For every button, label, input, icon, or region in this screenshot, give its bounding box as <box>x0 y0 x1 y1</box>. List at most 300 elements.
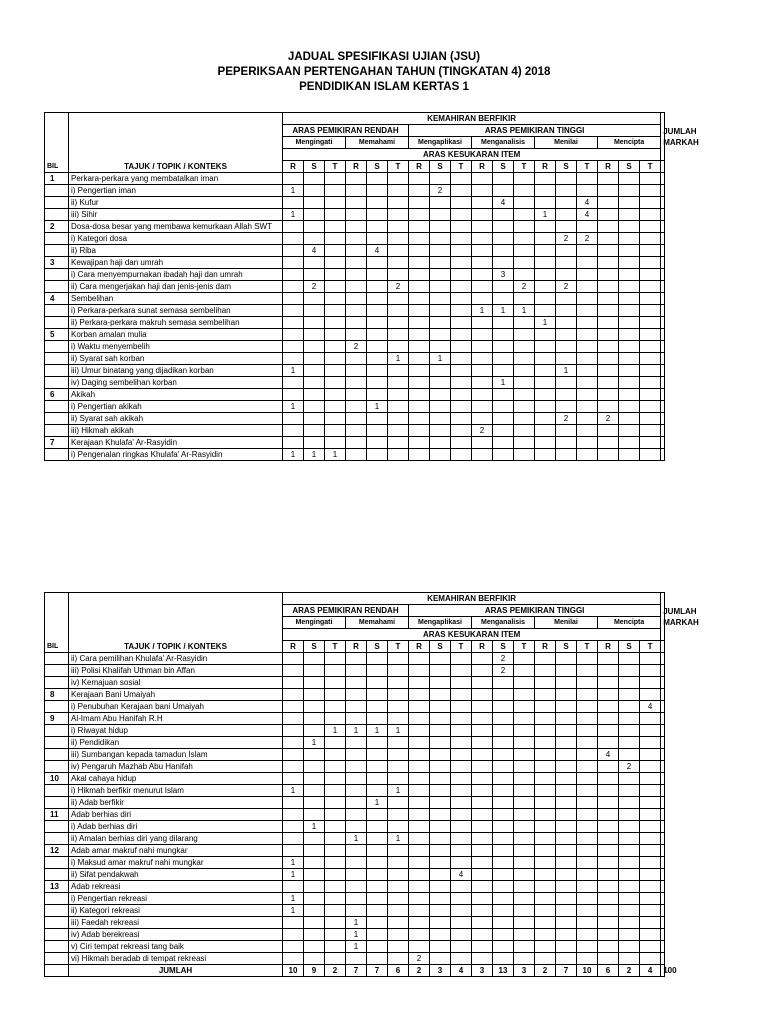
table-row <box>45 437 665 449</box>
mark-cell <box>472 377 493 389</box>
mark-cell <box>388 749 409 761</box>
mark-cell <box>556 761 577 773</box>
mark-cell <box>367 833 388 845</box>
bil-cell <box>45 953 69 965</box>
total-value: 3 <box>430 965 451 977</box>
rst-header: R <box>535 161 556 173</box>
mark-cell <box>388 677 409 689</box>
mark-cell <box>598 737 619 749</box>
mark-cell <box>409 293 430 305</box>
mark-cell <box>598 269 619 281</box>
mark-cell <box>619 341 640 353</box>
mark-cell <box>325 677 346 689</box>
mark-cell <box>367 365 388 377</box>
mark-cell <box>430 869 451 881</box>
mark-cell <box>451 953 472 965</box>
mark-cell <box>598 353 619 365</box>
mark-cell <box>409 281 430 293</box>
mark-cell <box>472 665 493 677</box>
mark-cell <box>514 689 535 701</box>
mark-cell <box>325 701 346 713</box>
mark-cell <box>514 353 535 365</box>
mark-cell <box>325 905 346 917</box>
mark-cell <box>430 833 451 845</box>
mark-cell <box>451 401 472 413</box>
mark-cell <box>514 365 535 377</box>
mark-cell <box>493 449 514 461</box>
mark-cell <box>535 881 556 893</box>
mark-cell <box>346 197 367 209</box>
mark-cell <box>619 917 640 929</box>
jumlah-cell <box>661 293 665 305</box>
mark-cell <box>577 665 598 677</box>
mark-cell <box>409 917 430 929</box>
rst-header: S <box>493 641 514 653</box>
mark-cell <box>514 737 535 749</box>
mark-cell <box>577 329 598 341</box>
mark-cell <box>346 953 367 965</box>
total-value: 2 <box>409 965 430 977</box>
mark-cell <box>535 401 556 413</box>
jumlah-cell <box>661 377 665 389</box>
mark-cell <box>304 701 325 713</box>
mark-cell <box>619 833 640 845</box>
mark-cell <box>514 713 535 725</box>
mark-cell <box>409 737 430 749</box>
topic-cell: ii) Adab berfikir <box>69 797 283 809</box>
skill-header: Memahami <box>346 137 409 149</box>
mark-cell <box>388 869 409 881</box>
mark-cell <box>472 845 493 857</box>
mark-cell <box>367 773 388 785</box>
mark-cell <box>283 233 304 245</box>
tajuk-header-label: TAJUK / TOPIK / KONTEKS <box>124 162 227 171</box>
mark-cell <box>493 845 514 857</box>
jumlah-cell <box>661 725 665 737</box>
mark-cell <box>367 713 388 725</box>
mark-cell <box>535 941 556 953</box>
jumlah-cell <box>661 413 665 425</box>
mark-cell <box>388 425 409 437</box>
mark-cell <box>514 941 535 953</box>
mark-cell <box>598 905 619 917</box>
total-value: 13 <box>493 965 514 977</box>
mark-cell <box>598 173 619 185</box>
mark-cell <box>304 881 325 893</box>
mark-cell: 2 <box>304 281 325 293</box>
mark-cell <box>535 221 556 233</box>
jumlah-cell <box>661 677 665 689</box>
mark-cell <box>535 917 556 929</box>
mark-cell <box>451 929 472 941</box>
mark-cell <box>325 761 346 773</box>
mark-cell <box>472 737 493 749</box>
mark-cell <box>619 785 640 797</box>
mark-cell <box>451 425 472 437</box>
topic-cell: Kerajaan Bani Umaiyah <box>69 689 283 701</box>
rst-header: R <box>283 161 304 173</box>
mark-cell <box>514 893 535 905</box>
mark-cell <box>556 329 577 341</box>
mark-cell <box>640 833 661 845</box>
mark-cell <box>283 797 304 809</box>
mark-cell <box>430 173 451 185</box>
mark-cell <box>514 269 535 281</box>
mark-cell <box>409 173 430 185</box>
mark-cell <box>304 353 325 365</box>
table-row <box>45 677 665 689</box>
mark-cell <box>619 869 640 881</box>
mark-cell <box>304 221 325 233</box>
mark-cell: 1 <box>367 797 388 809</box>
mark-cell <box>640 185 661 197</box>
mark-cell <box>640 437 661 449</box>
mark-cell <box>430 737 451 749</box>
table-row <box>45 749 665 761</box>
mark-cell <box>346 689 367 701</box>
jsu-table-part-1 <box>44 112 699 461</box>
mark-cell: 1 <box>283 365 304 377</box>
mark-cell <box>325 185 346 197</box>
mark-cell <box>430 329 451 341</box>
rst-header: T <box>325 641 346 653</box>
mark-cell <box>283 953 304 965</box>
title-line-1: JADUAL SPESIFIKASI UJIAN (JSU) <box>287 51 481 63</box>
mark-cell <box>451 341 472 353</box>
mark-cell <box>325 365 346 377</box>
mark-cell <box>388 845 409 857</box>
mark-cell <box>514 761 535 773</box>
mark-cell: 1 <box>325 449 346 461</box>
kemahiran-header: KEMAHIRAN BERFIKIR <box>283 113 661 125</box>
mark-cell <box>493 425 514 437</box>
mark-cell <box>283 881 304 893</box>
mark-cell <box>451 353 472 365</box>
table-row <box>45 881 665 893</box>
jumlah-cell <box>661 869 665 881</box>
mark-cell: 1 <box>388 353 409 365</box>
table-row <box>45 377 665 389</box>
mark-cell <box>472 821 493 833</box>
mark-cell <box>409 185 430 197</box>
bil-cell: 13 <box>45 881 69 893</box>
mark-cell <box>535 761 556 773</box>
mark-cell <box>325 797 346 809</box>
mark-cell: 1 <box>283 905 304 917</box>
mark-cell <box>346 869 367 881</box>
mark-cell: 2 <box>556 281 577 293</box>
mark-cell <box>577 413 598 425</box>
mark-cell <box>283 197 304 209</box>
mark-cell <box>640 929 661 941</box>
mark-cell <box>619 185 640 197</box>
mark-cell <box>283 305 304 317</box>
rst-header: T <box>388 161 409 173</box>
bil-cell <box>45 737 69 749</box>
bil-cell <box>45 893 69 905</box>
mark-cell <box>640 377 661 389</box>
mark-cell <box>304 329 325 341</box>
topic-cell: Akal cahaya hidup <box>69 773 283 785</box>
bil-cell <box>45 905 69 917</box>
mark-cell <box>472 905 493 917</box>
mark-cell <box>304 905 325 917</box>
mark-cell <box>451 653 472 665</box>
mark-cell <box>430 857 451 869</box>
mark-cell <box>325 809 346 821</box>
bil-cell <box>45 941 69 953</box>
mark-cell <box>451 809 472 821</box>
mark-cell <box>346 893 367 905</box>
table-row <box>45 893 665 905</box>
mark-cell <box>514 293 535 305</box>
mark-cell <box>556 173 577 185</box>
bil-cell <box>45 185 69 197</box>
header-row-1 <box>45 113 665 125</box>
mark-cell <box>409 257 430 269</box>
topic-cell: ii) Perkara-perkara makruh semasa sembelihan <box>69 317 283 329</box>
mark-cell <box>388 257 409 269</box>
mark-cell <box>388 665 409 677</box>
mark-cell <box>451 941 472 953</box>
mark-cell <box>409 785 430 797</box>
mark-cell <box>325 269 346 281</box>
mark-cell <box>577 833 598 845</box>
mark-cell <box>325 221 346 233</box>
mark-cell <box>451 749 472 761</box>
mark-cell <box>535 293 556 305</box>
mark-cell <box>598 845 619 857</box>
mark-cell <box>304 797 325 809</box>
mark-cell <box>304 941 325 953</box>
mark-cell <box>472 269 493 281</box>
mark-cell <box>430 437 451 449</box>
mark-cell <box>388 389 409 401</box>
mark-cell <box>346 809 367 821</box>
mark-cell <box>325 653 346 665</box>
mark-cell <box>640 797 661 809</box>
bil-header <box>45 113 69 173</box>
mark-cell <box>346 245 367 257</box>
table-row <box>45 845 665 857</box>
mark-cell <box>388 917 409 929</box>
bil-cell <box>45 761 69 773</box>
mark-cell: 4 <box>640 701 661 713</box>
mark-cell <box>283 389 304 401</box>
jumlah-markah-header: JUMLAH MARKAH <box>661 593 665 641</box>
topic-cell: iii) Sumbangan kepada tamadun Islam <box>69 749 283 761</box>
mark-cell <box>472 941 493 953</box>
mark-cell <box>472 761 493 773</box>
mark-cell: 1 <box>304 449 325 461</box>
table-row <box>45 905 665 917</box>
mark-cell <box>388 209 409 221</box>
skill-header: Menilai <box>535 617 598 629</box>
mark-cell <box>535 269 556 281</box>
mark-cell <box>598 665 619 677</box>
mark-cell <box>346 329 367 341</box>
mark-cell <box>556 689 577 701</box>
topic-cell: ii) Syarat sah akikah <box>69 413 283 425</box>
total-value: 10 <box>283 965 304 977</box>
mark-cell <box>409 305 430 317</box>
title-line-2: PEPERIKSAAN PERTENGAHAN TAHUN (TINGKATAN 4) 2018 <box>217 66 551 78</box>
mark-cell <box>493 881 514 893</box>
mark-cell <box>598 401 619 413</box>
topic-cell: iv) Kemajuan sosial <box>69 677 283 689</box>
topic-cell: ii) Pendidikan <box>69 737 283 749</box>
jumlah-cell <box>661 665 665 677</box>
mark-cell <box>325 209 346 221</box>
mark-cell <box>535 857 556 869</box>
mark-cell <box>640 233 661 245</box>
mark-cell <box>556 293 577 305</box>
mark-cell <box>430 785 451 797</box>
mark-cell <box>409 269 430 281</box>
mark-cell <box>325 341 346 353</box>
mark-cell <box>535 701 556 713</box>
jumlah-cell <box>661 905 665 917</box>
mark-cell: 4 <box>367 245 388 257</box>
mark-cell <box>346 293 367 305</box>
mark-cell <box>472 857 493 869</box>
mark-cell <box>367 221 388 233</box>
mark-cell <box>304 833 325 845</box>
mark-cell <box>430 845 451 857</box>
mark-cell <box>472 257 493 269</box>
mark-cell <box>577 701 598 713</box>
mark-cell <box>388 305 409 317</box>
mark-cell: 1 <box>304 737 325 749</box>
mark-cell <box>556 713 577 725</box>
topic-cell: iv) Pengaruh Mazhab Abu Hanifah <box>69 761 283 773</box>
mark-cell <box>598 653 619 665</box>
mark-cell <box>619 689 640 701</box>
jumlah-cell <box>661 749 665 761</box>
total-jumlah: 100 <box>661 965 665 977</box>
mark-cell <box>640 665 661 677</box>
mark-cell <box>409 437 430 449</box>
tajuk-header-label: TAJUK / TOPIK / KONTEKS <box>124 642 227 651</box>
rst-header: T <box>577 161 598 173</box>
mark-cell <box>451 257 472 269</box>
mark-cell <box>325 293 346 305</box>
mark-cell <box>409 341 430 353</box>
mark-cell <box>367 677 388 689</box>
mark-cell <box>325 821 346 833</box>
mark-cell <box>409 941 430 953</box>
mark-cell <box>388 701 409 713</box>
bil-cell: 12 <box>45 845 69 857</box>
mark-cell <box>451 365 472 377</box>
mark-cell <box>409 317 430 329</box>
mark-cell <box>535 785 556 797</box>
mark-cell <box>619 401 640 413</box>
mark-cell: 1 <box>346 725 367 737</box>
skill-header: Mencipta <box>598 137 661 149</box>
rst-header: S <box>304 161 325 173</box>
mark-cell <box>640 881 661 893</box>
mark-cell <box>535 893 556 905</box>
mark-cell <box>367 437 388 449</box>
table-row <box>45 365 665 377</box>
mark-cell <box>430 773 451 785</box>
mark-cell <box>619 257 640 269</box>
topic-cell: Kewajipan haji dan umrah <box>69 257 283 269</box>
rst-header: R <box>598 161 619 173</box>
bil-cell: 11 <box>45 809 69 821</box>
mark-cell <box>451 233 472 245</box>
header-row-1 <box>45 593 665 605</box>
mark-cell <box>367 413 388 425</box>
mark-cell: 1 <box>388 785 409 797</box>
mark-cell <box>451 677 472 689</box>
mark-cell <box>451 437 472 449</box>
mark-cell <box>514 881 535 893</box>
mark-cell <box>535 389 556 401</box>
skill-header: Mengaplikasi <box>409 137 472 149</box>
mark-cell <box>598 929 619 941</box>
skill-header: Menganalisis <box>472 137 535 149</box>
topic-cell: i) Pengenalan ringkas Khulafa' Ar-Rasyidin <box>69 449 283 461</box>
mark-cell <box>493 761 514 773</box>
jumlah-cell <box>661 809 665 821</box>
total-value: 4 <box>451 965 472 977</box>
mark-cell <box>640 353 661 365</box>
mark-cell <box>388 317 409 329</box>
mark-cell <box>388 365 409 377</box>
title-line-3: PENDIDIKAN ISLAM KERTAS 1 <box>299 81 469 93</box>
mark-cell <box>493 245 514 257</box>
mark-cell <box>619 773 640 785</box>
mark-cell <box>556 221 577 233</box>
mark-cell <box>388 857 409 869</box>
mark-cell <box>472 773 493 785</box>
mark-cell <box>304 305 325 317</box>
mark-cell <box>556 809 577 821</box>
mark-cell <box>514 413 535 425</box>
mark-cell <box>514 857 535 869</box>
mark-cell <box>598 389 619 401</box>
table-row <box>45 857 665 869</box>
jumlah-cell <box>661 449 665 461</box>
topic-cell: ii) Sifat pendakwah <box>69 869 283 881</box>
mark-cell <box>598 953 619 965</box>
mark-cell <box>514 425 535 437</box>
mark-cell <box>556 449 577 461</box>
mark-cell <box>409 233 430 245</box>
mark-cell <box>346 317 367 329</box>
mark-cell <box>577 425 598 437</box>
bil-cell: 8 <box>45 689 69 701</box>
mark-cell <box>346 653 367 665</box>
topic-cell: ii) Kufur <box>69 197 283 209</box>
mark-cell <box>598 305 619 317</box>
mark-cell <box>304 401 325 413</box>
mark-cell <box>283 173 304 185</box>
topic-cell: i) Cara menyempurnakan ibadah haji dan umrah <box>69 269 283 281</box>
mark-cell <box>493 317 514 329</box>
mark-cell <box>430 725 451 737</box>
mark-cell: 2 <box>409 953 430 965</box>
mark-cell <box>598 329 619 341</box>
mark-cell <box>283 653 304 665</box>
skill-header: Mengingati <box>283 137 346 149</box>
table-row <box>45 653 665 665</box>
bil-cell <box>45 197 69 209</box>
mark-cell <box>430 665 451 677</box>
mark-cell <box>472 725 493 737</box>
